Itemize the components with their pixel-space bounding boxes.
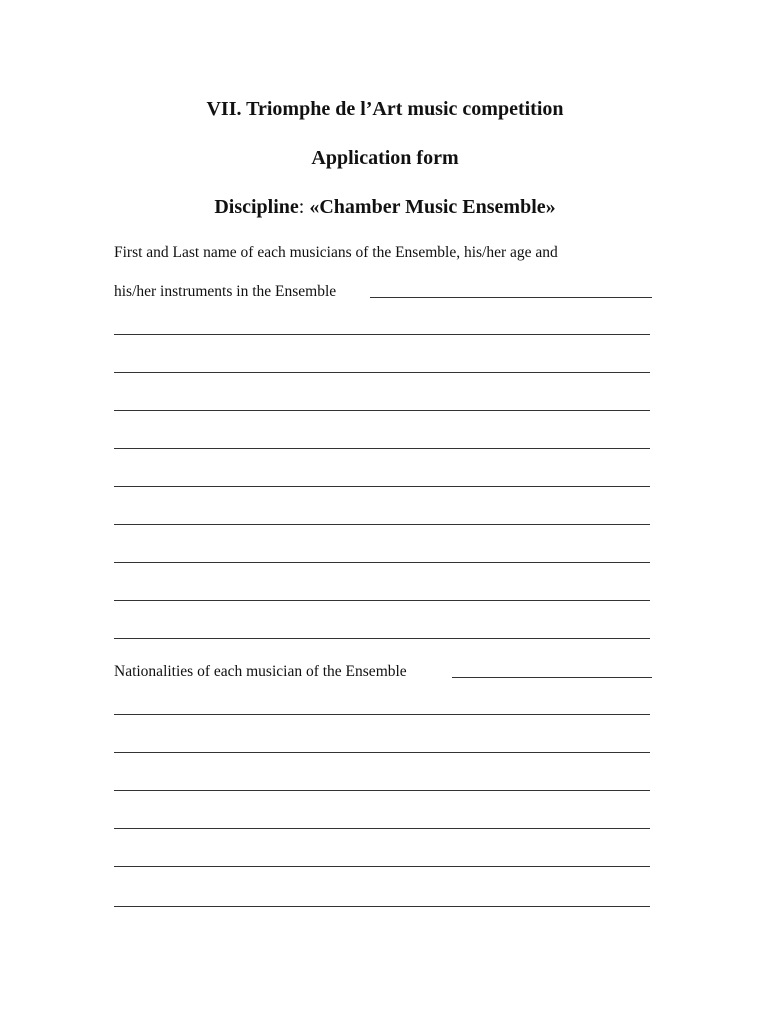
- musicians-blank-line-9[interactable]: [114, 638, 650, 639]
- nationalities-blank-line-6[interactable]: [114, 906, 650, 907]
- musicians-answer-line[interactable]: [370, 297, 652, 298]
- musicians-blank-line-2[interactable]: [114, 372, 650, 373]
- musicians-blank-line-4[interactable]: [114, 448, 650, 449]
- discipline-value: «Chamber Music Ensemble»: [309, 196, 556, 218]
- musicians-blank-line-1[interactable]: [114, 334, 650, 335]
- musicians-blank-line-7[interactable]: [114, 562, 650, 563]
- musicians-prompt-line2: his/her instruments in the Ensemble: [114, 283, 337, 300]
- form-subtitle: Application form: [311, 147, 459, 169]
- nationalities-blank-line-5[interactable]: [114, 866, 650, 867]
- musicians-prompt-line1: First and Last name of each musicians of the Ensemble, his/her age and: [114, 244, 558, 261]
- discipline-separator: :: [298, 196, 310, 218]
- nationalities-answer-line[interactable]: [452, 677, 652, 678]
- nationalities-blank-line-3[interactable]: [114, 790, 650, 791]
- nationalities-blank-line-2[interactable]: [114, 752, 650, 753]
- discipline-heading: [0, 195, 770, 219]
- musicians-blank-line-6[interactable]: [114, 524, 650, 525]
- musicians-blank-line-8[interactable]: [114, 600, 650, 601]
- discipline-label: Discipline: [214, 196, 299, 218]
- page-title: VII. Triomphe de l’Art music competition: [206, 98, 564, 120]
- musicians-blank-line-3[interactable]: [114, 410, 650, 411]
- nationalities-prompt: Nationalities of each musician of the Ensemble: [114, 663, 407, 680]
- musicians-blank-line-5[interactable]: [114, 486, 650, 487]
- nationalities-blank-line-4[interactable]: [114, 828, 650, 829]
- nationalities-blank-line-1[interactable]: [114, 714, 650, 715]
